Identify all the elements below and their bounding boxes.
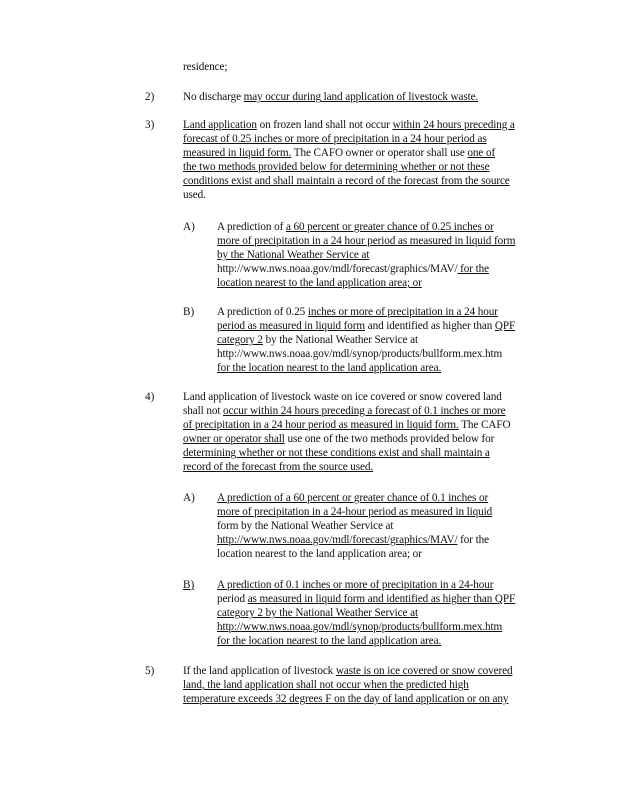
text-line: of precipitation in a 24 hour period as measured in liquid form. The CAFO bbox=[183, 419, 511, 431]
sub-letter: B) bbox=[183, 579, 195, 591]
text-line: A prediction of a 60 percent or greater chance of 0.1 inches or bbox=[217, 492, 489, 504]
item-number: 4) bbox=[145, 391, 155, 403]
text-line: the two methods provided below for determining whether or not these bbox=[183, 161, 490, 173]
text-line: If the land application of livestock waste is on ice covered or snow covered bbox=[183, 665, 513, 677]
text-line: http://www.nws.noaa.gov/mdl/synop/products/bullform.mex.htm bbox=[217, 348, 503, 360]
text-line: category 2 by the National Weather Service at bbox=[217, 607, 418, 619]
text-line: by the National Weather Service at bbox=[217, 249, 370, 261]
text-line: for the location nearest to the land application area. bbox=[217, 362, 442, 374]
text-line: forecast of 0.25 inches or more of precipitation in a 24 hour period as bbox=[183, 133, 487, 145]
text-line: category 2 by the National Weather Service at bbox=[217, 334, 418, 346]
item-number: 5) bbox=[145, 665, 155, 677]
text-line: for the location nearest to the land application area. bbox=[217, 635, 442, 647]
text-line: temperature exceeds 32 degrees F on the day of land application or on any bbox=[183, 693, 509, 705]
text-line: http://www.nws.noaa.gov/mdl/forecast/graphics/MAV/ for the bbox=[217, 534, 489, 546]
text-line: http://www.nws.noaa.gov/mdl/synop/products/bullform.mex.htm bbox=[217, 621, 503, 633]
text-line: Land application of livestock waste on ice covered or snow covered land bbox=[183, 391, 502, 403]
text-line: Land application on frozen land shall not occur within 24 hours preceding a bbox=[183, 119, 515, 131]
text-line: period as measured in liquid form and identified as higher than QPF bbox=[217, 320, 516, 332]
text-line: land, the land application shall not occur when the predicted high bbox=[183, 679, 469, 691]
item-number: 2) bbox=[145, 91, 155, 103]
intro-line: residence; bbox=[183, 61, 228, 73]
sub-letter: A) bbox=[183, 221, 195, 233]
text-line: shall not occur within 24 hours preceding a forecast of 0.1 inches or more bbox=[183, 405, 506, 417]
text-line: used. bbox=[183, 189, 206, 201]
text-line: A prediction of 0.1 inches or more of precipitation in a 24-hour bbox=[217, 579, 494, 591]
item-number: 3) bbox=[145, 119, 155, 131]
text-line: more of precipitation in a 24-hour period as measured in liquid bbox=[217, 506, 493, 518]
text-line: A prediction of a 60 percent or greater chance of 0.25 inches or bbox=[217, 221, 494, 233]
text-line: period as measured in liquid form and identified as higher than QPF bbox=[217, 593, 516, 605]
text-line: location nearest to the land application area; or bbox=[217, 548, 422, 560]
text-line: A prediction of 0.25 inches or more of precipitation in a 24 hour bbox=[217, 306, 498, 318]
text-line: No discharge may occur during land application of livestock waste. bbox=[183, 91, 479, 103]
sub-letter: A) bbox=[183, 492, 195, 504]
text-line: owner or operator shall use one of the two methods provided below for bbox=[183, 433, 495, 445]
text-line: http://www.nws.noaa.gov/mdl/forecast/graphics/MAV/ for the bbox=[217, 263, 489, 275]
text-line: determining whether or not these conditions exist and shall maintain a bbox=[183, 447, 490, 459]
text-line: form by the National Weather Service at bbox=[217, 520, 394, 532]
text-line: location nearest to the land application area; or bbox=[217, 277, 422, 289]
text-line: record of the forecast from the source used. bbox=[183, 461, 374, 473]
text-line: more of precipitation in a 24 hour period as measured in liquid form bbox=[217, 235, 516, 247]
text-line: measured in liquid form. The CAFO owner or operator shall use one of bbox=[183, 147, 496, 159]
sub-letter: B) bbox=[183, 306, 195, 318]
text-line: conditions exist and shall maintain a record of the forecast from the source bbox=[183, 175, 510, 187]
